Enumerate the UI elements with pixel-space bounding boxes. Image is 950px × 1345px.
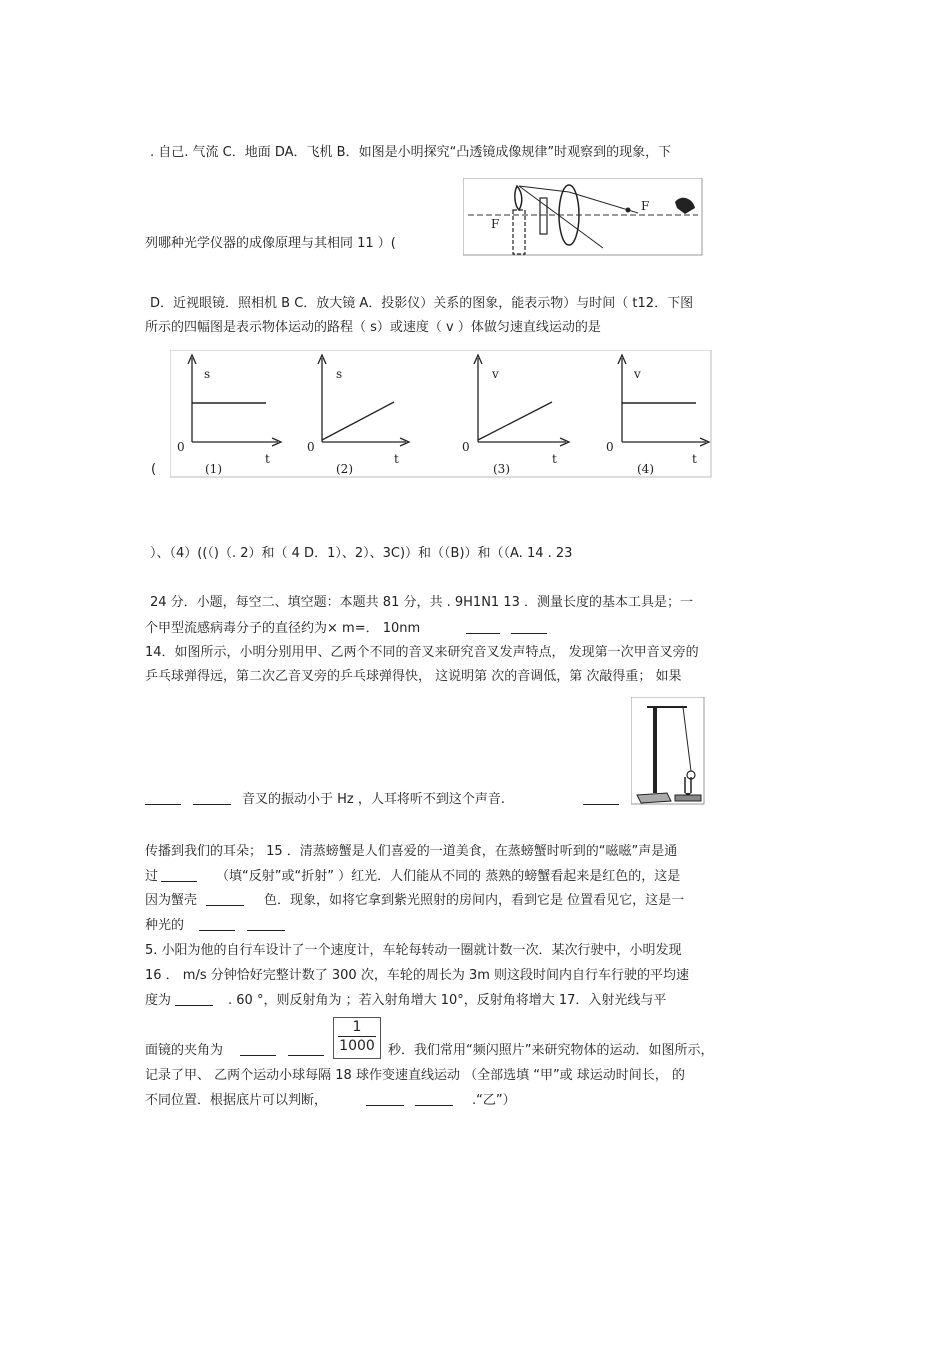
graph-caption: (3) — [493, 462, 510, 476]
question-line: . 60 °，则反射角为 ；若入射角增大 10°，反射角将增大 17．入射光线与平 — [228, 993, 667, 1008]
tuning-fork-figure — [631, 697, 705, 805]
y-axis-label: v — [492, 367, 499, 381]
x-axis-label: t — [394, 452, 399, 466]
question-line: D．近视眼镜．照相机 B C．放大镜 A．投影仪）关系的图象，能表示物）与时间（ t12．下图 — [150, 296, 694, 311]
answer-blank — [145, 792, 181, 805]
fraction-numerator: 1 — [352, 1019, 362, 1035]
answer-blank — [247, 918, 285, 931]
question-line: 14．如图所示，小明分别用甲、乙两个不同的音叉来研究音叉发声特点， 发现第一次甲音叉旁的 — [145, 645, 699, 660]
question-line: 种光的 — [145, 918, 185, 933]
answer-blank — [466, 621, 500, 634]
graph-caption: (2) — [336, 462, 353, 476]
answer-blank — [366, 1093, 404, 1106]
question-line: 因为蟹壳 — [145, 893, 198, 908]
question-line: .“乙”） — [472, 1093, 516, 1108]
question-line: . 自己. 气流 C．地面 DA．飞机 B．如图是小明探究“凸透镜成像规律”时观察到的现象，下 — [150, 145, 672, 160]
answer-blank — [199, 918, 235, 931]
question-line: 记录了甲、 乙两个运动小球每隔 18 球作变速直线运动 （全部选填 “甲”或 球运动时间长， 的 — [145, 1068, 685, 1083]
origin-label: 0 — [462, 440, 470, 454]
answer-blank — [511, 621, 547, 634]
question-line: 不同位置．根据底片可以判断， — [145, 1093, 328, 1108]
origin-label: 0 — [307, 440, 315, 454]
question-line: （填“反射”或“折射” ）红光．人们能从不同的 蒸熟的螃蟹看起来是红色的，这是 — [216, 869, 681, 884]
question-line: 5. 小阳为他的自行车设计了一个速度计，车轮每转动一圈就计数一次．某次行驶中，小明发现 — [145, 943, 682, 958]
answer-blank — [175, 993, 213, 1006]
answer-blank — [288, 1043, 324, 1056]
answer-blank — [193, 792, 231, 805]
fraction-denominator: 1000 — [339, 1038, 375, 1054]
answer-blank — [206, 893, 244, 906]
focus-label: F — [491, 217, 500, 231]
y-axis-label: v — [634, 367, 641, 381]
answer-blank — [161, 869, 197, 882]
origin-label: 0 — [177, 440, 185, 454]
origin-label: 0 — [606, 440, 614, 454]
answer-line: ）、（4）((（)（. 2）和（ 4 D．1）、2）、3C)）和（（B)）和（（A. 14 . 23 — [150, 546, 573, 561]
convex-lens-figure — [463, 178, 703, 256]
focus-label: F — [641, 199, 650, 213]
y-axis-label: s — [204, 367, 211, 381]
question-line: 过 — [145, 869, 159, 884]
x-axis-label: t — [692, 452, 697, 466]
graph-caption: (4) — [637, 462, 654, 476]
question-line: 乒乓球弹得远，第二次乙音叉旁的乒乓球弹得快， 这说明第 次的音调低，第 次敲得重； 如果 — [145, 669, 682, 684]
question-line: 度为 — [145, 993, 172, 1008]
x-axis-label: t — [552, 452, 557, 466]
question-line: 列哪种光学仪器的成像原理与其相同 11 ）( — [145, 236, 396, 251]
answer-blank — [240, 1043, 276, 1056]
question-line: 音叉的振动小于 Hz ，人耳将听不到这个声音. — [242, 792, 505, 807]
y-axis-label: s — [336, 367, 343, 381]
question-line: 所示的四幅图是表示物体运动的路程（ s）或速度（ v ）体做匀速直线运动的是 — [145, 320, 601, 335]
question-line: 面镜的夹角为 — [145, 1043, 224, 1058]
question-line: 个甲型流感病毒分子的直径约为× m=． 10nm — [145, 621, 421, 636]
question-line: 16 ． m/s 分钟恰好完整计数了 300 次，车轮的周长为 3m 则这段时间内自行车行驶的平均速 — [145, 968, 690, 983]
answer-blank — [583, 792, 619, 805]
answer-blank — [415, 1093, 453, 1106]
graph-caption: (1) — [205, 462, 222, 476]
question-line: 传播到我们的耳朵； 15 ．清蒸螃蟹是人们喜爱的一道美食，在蒸螃蟹时听到的“嗞嗞”声是通 — [145, 844, 678, 859]
question-line: 秒．我们常用“频闪照片”来研究物体的运动．如图所示， — [388, 1043, 714, 1058]
question-line: 色．现象，如将它拿到紫光照射的房间内，看到它是 位置看见它，这是一 — [264, 893, 685, 908]
motion-graphs-figure — [170, 350, 712, 478]
question-line: 24 分．小题，每空二、填空题：本题共 81 分，共 . 9H1N1 13 ．测量长度的基本工具是；一 — [150, 595, 693, 610]
fraction-box — [333, 1017, 381, 1059]
question-line: ( — [151, 462, 157, 477]
x-axis-label: t — [265, 452, 270, 466]
